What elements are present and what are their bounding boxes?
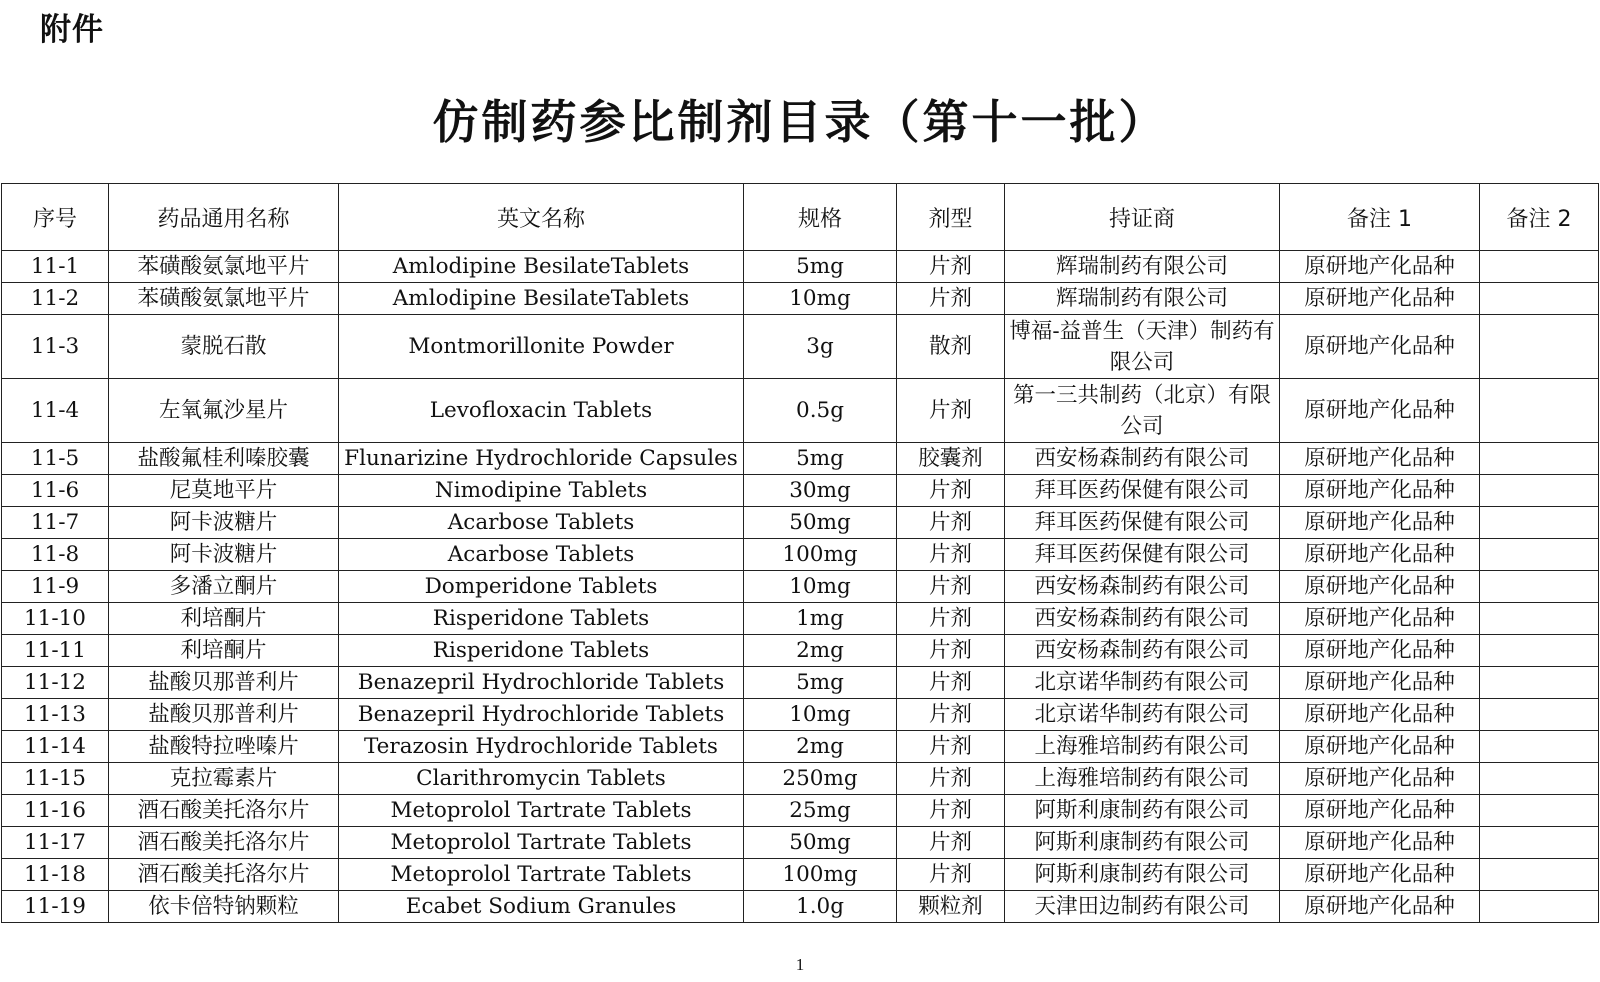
cell-cn-name: 苯磺酸氨氯地平片 [109,283,339,315]
cell-holder: 拜耳医药保健有限公司 [1005,475,1280,507]
cell-form: 片剂 [897,251,1005,283]
cell-spec: 0.5g [744,379,897,443]
cell-holder: 第一三共制药（北京）有限公司 [1005,379,1280,443]
cell-en-name: Amlodipine BesilateTablets [339,283,744,315]
cell-en-name: Metoprolol Tartrate Tablets [339,795,744,827]
cell-note2 [1480,667,1599,699]
table-row [2,827,1599,859]
cell-holder: 拜耳医药保健有限公司 [1005,507,1280,539]
cell-en-name: Risperidone Tablets [339,603,744,635]
cell-holder: 阿斯利康制药有限公司 [1005,859,1280,891]
cell-cn-name: 利培酮片 [109,635,339,667]
cell-no: 11-16 [2,795,109,827]
cell-note1: 原研地产化品种 [1280,699,1480,731]
table-row [2,379,1599,443]
table-row [2,603,1599,635]
cell-form: 片剂 [897,379,1005,443]
cell-holder: 博福-益普生（天津）制药有限公司 [1005,315,1280,379]
cell-note1: 原研地产化品种 [1280,635,1480,667]
cell-spec: 250mg [744,763,897,795]
cell-cn-name: 蒙脱石散 [109,315,339,379]
table-row [2,731,1599,763]
cell-spec: 100mg [744,539,897,571]
cell-holder: 天津田边制药有限公司 [1005,891,1280,923]
cell-no: 11-7 [2,507,109,539]
cell-holder: 西安杨森制药有限公司 [1005,603,1280,635]
cell-holder: 辉瑞制药有限公司 [1005,251,1280,283]
table-row [2,315,1599,379]
cell-cn-name: 盐酸贝那普利片 [109,667,339,699]
cell-cn-name: 盐酸特拉唑嗪片 [109,731,339,763]
cell-cn-name: 盐酸氟桂利嗪胶囊 [109,443,339,475]
cell-note1: 原研地产化品种 [1280,763,1480,795]
cell-note1: 原研地产化品种 [1280,251,1480,283]
cell-cn-name: 盐酸贝那普利片 [109,699,339,731]
cell-note2 [1480,443,1599,475]
cell-form: 片剂 [897,795,1005,827]
cell-no: 11-5 [2,443,109,475]
cell-note2 [1480,539,1599,571]
col-header-en-name: 英文名称 [339,184,744,251]
cell-cn-name: 酒石酸美托洛尔片 [109,795,339,827]
table-row [2,475,1599,507]
cell-note1: 原研地产化品种 [1280,379,1480,443]
cell-cn-name: 酒石酸美托洛尔片 [109,827,339,859]
page-number: 1 [795,955,805,974]
cell-spec: 30mg [744,475,897,507]
cell-spec: 10mg [744,283,897,315]
cell-en-name: Acarbose Tablets [339,539,744,571]
cell-cn-name: 多潘立酮片 [109,571,339,603]
cell-en-name: Nimodipine Tablets [339,475,744,507]
cell-form: 片剂 [897,283,1005,315]
cell-no: 11-10 [2,603,109,635]
cell-no: 11-4 [2,379,109,443]
table-row [2,571,1599,603]
cell-spec: 1mg [744,603,897,635]
cell-no: 11-19 [2,891,109,923]
cell-form: 片剂 [897,635,1005,667]
cell-note2 [1480,571,1599,603]
table-row [2,891,1599,923]
cell-form: 胶囊剂 [897,443,1005,475]
cell-en-name: Levofloxacin Tablets [339,379,744,443]
table-row [2,251,1599,283]
cell-no: 11-14 [2,731,109,763]
cell-form: 片剂 [897,475,1005,507]
cell-cn-name: 克拉霉素片 [109,763,339,795]
table-row [2,539,1599,571]
cell-spec: 2mg [744,635,897,667]
cell-cn-name: 阿卡波糖片 [109,539,339,571]
cell-note2 [1480,315,1599,379]
cell-note1: 原研地产化品种 [1280,667,1480,699]
cell-spec: 3g [744,315,897,379]
cell-holder: 上海雅培制药有限公司 [1005,731,1280,763]
cell-holder: 西安杨森制药有限公司 [1005,635,1280,667]
cell-form: 片剂 [897,539,1005,571]
cell-no: 11-12 [2,667,109,699]
cell-note1: 原研地产化品种 [1280,475,1480,507]
table-row [2,443,1599,475]
table-row [2,763,1599,795]
cell-spec: 50mg [744,507,897,539]
cell-en-name: Acarbose Tablets [339,507,744,539]
cell-cn-name: 苯磺酸氨氯地平片 [109,251,339,283]
cell-note1: 原研地产化品种 [1280,283,1480,315]
cell-note1: 原研地产化品种 [1280,603,1480,635]
cell-en-name: Amlodipine BesilateTablets [339,251,744,283]
col-header-cn-name: 药品通用名称 [109,184,339,251]
cell-note1: 原研地产化品种 [1280,795,1480,827]
cell-holder: 拜耳医药保健有限公司 [1005,539,1280,571]
cell-spec: 2mg [744,731,897,763]
cell-note1: 原研地产化品种 [1280,443,1480,475]
cell-holder: 西安杨森制药有限公司 [1005,571,1280,603]
cell-en-name: Domperidone Tablets [339,571,744,603]
table-header [2,184,1599,251]
cell-form: 片剂 [897,699,1005,731]
cell-spec: 5mg [744,251,897,283]
cell-en-name: Metoprolol Tartrate Tablets [339,859,744,891]
cell-cn-name: 尼莫地平片 [109,475,339,507]
page-title: 仿制药参比制剂目录（第十一批） [432,95,1168,149]
cell-en-name: Metoprolol Tartrate Tablets [339,827,744,859]
cell-note2 [1480,251,1599,283]
cell-note2 [1480,795,1599,827]
cell-no: 11-8 [2,539,109,571]
cell-en-name: Risperidone Tablets [339,635,744,667]
cell-cn-name: 左氧氟沙星片 [109,379,339,443]
cell-spec: 100mg [744,859,897,891]
cell-note2 [1480,283,1599,315]
cell-form: 片剂 [897,571,1005,603]
table-row [2,507,1599,539]
cell-en-name: Ecabet Sodium Granules [339,891,744,923]
cell-spec: 50mg [744,827,897,859]
cell-note2 [1480,635,1599,667]
cell-holder: 上海雅培制药有限公司 [1005,763,1280,795]
cell-spec: 10mg [744,699,897,731]
cell-cn-name: 阿卡波糖片 [109,507,339,539]
cell-form: 片剂 [897,827,1005,859]
cell-note2 [1480,603,1599,635]
cell-spec: 1.0g [744,891,897,923]
cell-cn-name: 酒石酸美托洛尔片 [109,859,339,891]
cell-note2 [1480,827,1599,859]
cell-form: 片剂 [897,763,1005,795]
cell-note2 [1480,731,1599,763]
cell-no: 11-11 [2,635,109,667]
table-row [2,635,1599,667]
cell-note2 [1480,891,1599,923]
table-body [2,251,1599,923]
cell-note2 [1480,507,1599,539]
cell-form: 片剂 [897,603,1005,635]
cell-note1: 原研地产化品种 [1280,827,1480,859]
attachment-label: 附件 [40,12,104,48]
cell-form: 片剂 [897,731,1005,763]
cell-note1: 原研地产化品种 [1280,571,1480,603]
cell-form: 片剂 [897,667,1005,699]
cell-no: 11-13 [2,699,109,731]
cell-note2 [1480,859,1599,891]
cell-no: 11-6 [2,475,109,507]
cell-note2 [1480,763,1599,795]
cell-no: 11-1 [2,251,109,283]
cell-cn-name: 依卡倍特钠颗粒 [109,891,339,923]
col-header-no: 序号 [2,184,109,251]
cell-spec: 25mg [744,795,897,827]
cell-holder: 辉瑞制药有限公司 [1005,283,1280,315]
cell-form: 片剂 [897,859,1005,891]
cell-note1: 原研地产化品种 [1280,731,1480,763]
cell-form: 散剂 [897,315,1005,379]
table-row [2,859,1599,891]
cell-no: 11-3 [2,315,109,379]
cell-no: 11-2 [2,283,109,315]
cell-note1: 原研地产化品种 [1280,891,1480,923]
col-header-note1: 备注 1 [1280,184,1480,251]
table-row [2,699,1599,731]
table-row [2,795,1599,827]
cell-note1: 原研地产化品种 [1280,539,1480,571]
cell-note1: 原研地产化品种 [1280,507,1480,539]
col-header-form: 剂型 [897,184,1005,251]
cell-note2 [1480,475,1599,507]
cell-en-name: Benazepril Hydrochloride Tablets [339,699,744,731]
cell-cn-name: 利培酮片 [109,603,339,635]
table-row [2,283,1599,315]
cell-en-name: Terazosin Hydrochloride Tablets [339,731,744,763]
cell-no: 11-9 [2,571,109,603]
cell-en-name: Flunarizine Hydrochloride Capsules [339,443,744,475]
cell-note2 [1480,699,1599,731]
cell-note1: 原研地产化品种 [1280,859,1480,891]
col-header-spec: 规格 [744,184,897,251]
cell-en-name: Clarithromycin Tablets [339,763,744,795]
cell-no: 11-15 [2,763,109,795]
reference-drug-table [1,183,1599,923]
cell-form: 颗粒剂 [897,891,1005,923]
col-header-note2: 备注 2 [1480,184,1599,251]
header-row [2,184,1599,251]
cell-en-name: Benazepril Hydrochloride Tablets [339,667,744,699]
cell-holder: 西安杨森制药有限公司 [1005,443,1280,475]
cell-spec: 5mg [744,443,897,475]
cell-no: 11-17 [2,827,109,859]
cell-no: 11-18 [2,859,109,891]
cell-en-name: Montmorillonite Powder [339,315,744,379]
cell-note1: 原研地产化品种 [1280,315,1480,379]
col-header-holder: 持证商 [1005,184,1280,251]
cell-spec: 5mg [744,667,897,699]
cell-note2 [1480,379,1599,443]
cell-holder: 阿斯利康制药有限公司 [1005,795,1280,827]
cell-holder: 北京诺华制药有限公司 [1005,667,1280,699]
cell-spec: 10mg [744,571,897,603]
table-row [2,667,1599,699]
cell-form: 片剂 [897,507,1005,539]
cell-holder: 阿斯利康制药有限公司 [1005,827,1280,859]
cell-holder: 北京诺华制药有限公司 [1005,699,1280,731]
